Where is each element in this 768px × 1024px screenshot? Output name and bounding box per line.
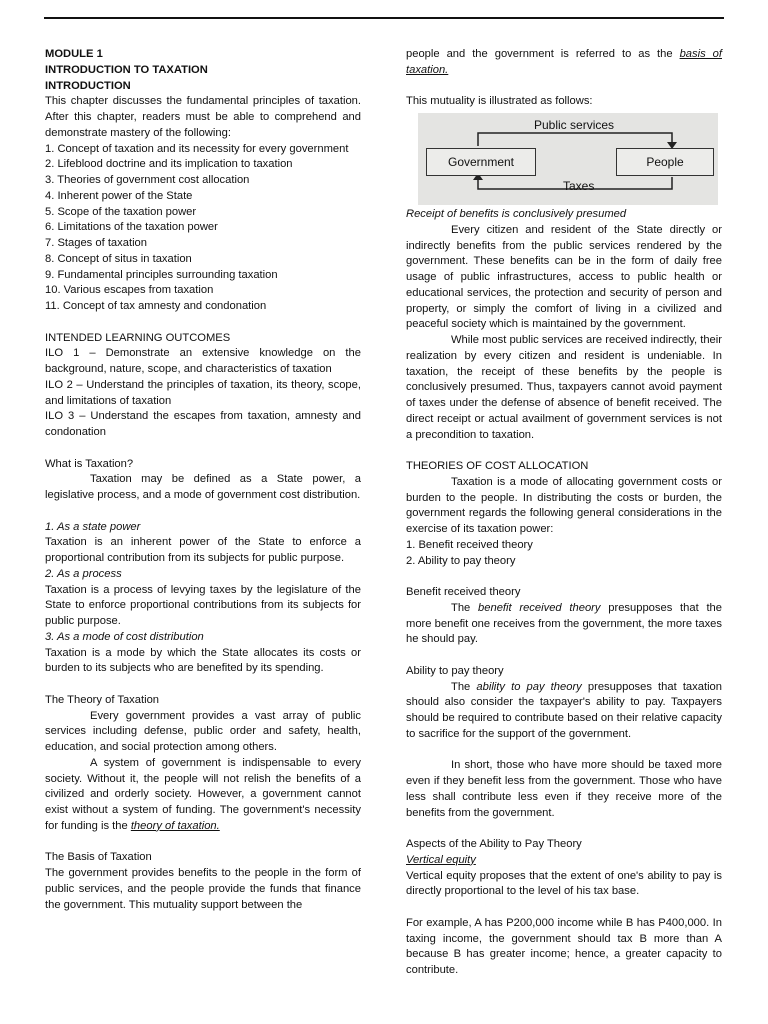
theories-list-item: 2. Ability to pay theory: [406, 554, 516, 567]
theory-paragraph-2: A system of government is indispensable to every society. Without it, the people will not relish the benefits of a civilized and orderly society. However, a government cannot exist without a system of funding. The government's necessity for funding is the theory of taxation.: [45, 756, 361, 832]
theories-paragraph: Taxation is a mode of allocating government costs or burden to the people. In distributing the costs or burden, the government regards the following general considerations in the exercise of its taxation power:: [406, 475, 722, 535]
theories-heading: THEORIES OF COST ALLOCATION: [406, 460, 589, 472]
aspects-heading: Aspects of the Ability to Pay Theory: [406, 838, 582, 850]
topic-item: 9. Fundamental principles surrounding taxation: [45, 268, 278, 281]
theory-of-taxation-term: theory of taxation.: [130, 819, 220, 832]
benefit-paragraph: The benefit received theory presupposes that the more benefit one receives from the government, the more taxes he should pay.: [406, 601, 723, 646]
receipt-heading: Receipt of benefits is conclusively presumed: [406, 208, 627, 220]
topic-item: 2. Lifeblood doctrine and its implication to taxation: [45, 158, 293, 171]
topic-item: 4. Inherent power of the State: [45, 189, 193, 202]
basis-continuation: people and the government is referred to as the basis of taxation.: [406, 48, 722, 76]
topic-item: 5. Scope of the taxation power: [45, 205, 197, 218]
ability-paragraph: The ability to pay theory presupposes that taxation should also consider the taxpayer's ability to pay. Taxpayers should be required to contribute based on their relative capacity to sacrifice for the support of the government.: [406, 680, 723, 740]
receipt-paragraph-1: Every citizen and resident of the State directly or indirectly benefits from the public services rendered by the government. These benefits can be in the form of daily free usage of public infrastructures, access to public health or educational services, the protection and security of person and property, or simply the comfort of living in a civilized and peaceful society which is maintained by the government.: [406, 223, 722, 331]
taxes-label: Taxes: [563, 179, 595, 193]
state-power-heading: 1. As a state power: [45, 520, 141, 533]
basis-of-taxation-term: basis of taxation.: [406, 48, 722, 76]
cost-distribution-heading: 3. As a mode of cost distribution: [45, 630, 204, 643]
cost-distribution-text: Taxation is a mode by which the State allocates its costs or burden to its subjects who are benefited by its spending.: [45, 646, 361, 675]
section-heading-introduction: INTRODUCTION: [45, 79, 131, 92]
mutuality-diagram: [418, 113, 718, 205]
theory-heading: The Theory of Taxation: [45, 693, 160, 706]
public-services-label: Public services: [534, 118, 615, 132]
topic-item: 3. Theories of government cost allocation: [45, 174, 250, 186]
ilo-item: ILO 2 – Understand the principles of taxation, its theory, scope, and limitations of taxation: [45, 378, 361, 407]
intro-paragraph: This chapter discusses the fundamental principles of taxation. After this chapter, readers must be able to comprehend and demonstrate mastery of the following:: [45, 95, 361, 139]
theories-list-item: 1. Benefit received theory: [406, 538, 533, 551]
people-box: People: [616, 148, 714, 176]
vertical-equity-text: Vertical equity proposes that the extent of one's ability to pay is directly proportional to the level of his tax base.: [406, 869, 722, 898]
state-power-text: Taxation is an inherent power of the State to enforce a proportional contribution from its subjects for public purpose.: [45, 536, 361, 564]
government-box: Government: [426, 148, 536, 176]
basis-heading: The Basis of Taxation: [45, 851, 152, 864]
ilo-item: ILO 1 – Demonstrate an extensive knowledge on the background, nature, scope, and characteristics of taxation: [45, 347, 361, 375]
ilo-heading: INTENDED LEARNING OUTCOMES: [45, 331, 231, 344]
benefit-heading: Benefit received theory: [406, 586, 521, 598]
topic-list: [45, 142, 361, 315]
example-paragraph: For example, A has P200,000 income while B has P400,000. In taxing income, the government should tax B more than A because B has greater income; hence, a greater capacity to contribute.: [406, 916, 722, 976]
receipt-paragraph-2: While most public services are received indirectly, their realization by every citizen and resident is undeniable. In taxation, the receipt of these benefits by the people is conclusively presumed. Thus, taxpayers cannot avoid payment of taxes under the defense of absence of benefit received. The direct receipt or actual availment of government services is not a precondition to taxation.: [406, 334, 722, 441]
process-text: Taxation is a process of levying taxes by the legislature of the State to enforce proportional contributions from its subjects for public purpose.: [45, 583, 361, 627]
left-column: [45, 47, 361, 913]
what-is-taxation-text: Taxation may be defined as a State power, a legislative process, and a mode of government cost distribution.: [45, 473, 361, 501]
right-column: [406, 47, 722, 979]
what-is-taxation-heading: What is Taxation?: [45, 457, 134, 470]
in-short-paragraph: In short, those who have more should be taxed more even if they benefit less from the government. Those who have less shall contribute less even if they receive more of the benefits from the government.: [406, 759, 722, 819]
basis-paragraph: The government provides benefits to the people in the form of public services, and the people provide the funds that finance the government. This mutuality support between the: [45, 867, 361, 911]
ilo-item: ILO 3 – Understand the escapes from taxation, amnesty and condonation: [45, 410, 361, 438]
topic-item: 10. Various escapes from taxation: [45, 284, 214, 297]
mutuality-text: This mutuality is illustrated as follows:: [406, 95, 593, 108]
theory-paragraph-1: Every government provides a vast array of public services including defense, public order and safety, health, education, and social protection among others.: [45, 709, 361, 753]
topic-item: 1. Concept of taxation and its necessity for every government: [45, 142, 349, 155]
topic-item: 7. Stages of taxation: [45, 237, 147, 249]
topic-item: 6. Limitations of the taxation power: [45, 221, 218, 234]
module-label: MODULE 1: [45, 48, 103, 60]
process-heading: 2. As a process: [45, 567, 122, 580]
vertical-equity-heading: Vertical equity: [406, 853, 476, 866]
topic-item: 11. Concept of tax amnesty and condonation: [45, 300, 267, 312]
chapter-title: INTRODUCTION TO TAXATION: [45, 63, 208, 76]
ability-heading: Ability to pay theory: [406, 664, 504, 677]
top-rule: [44, 17, 724, 19]
topic-item: 8. Concept of situs in taxation: [45, 252, 192, 265]
